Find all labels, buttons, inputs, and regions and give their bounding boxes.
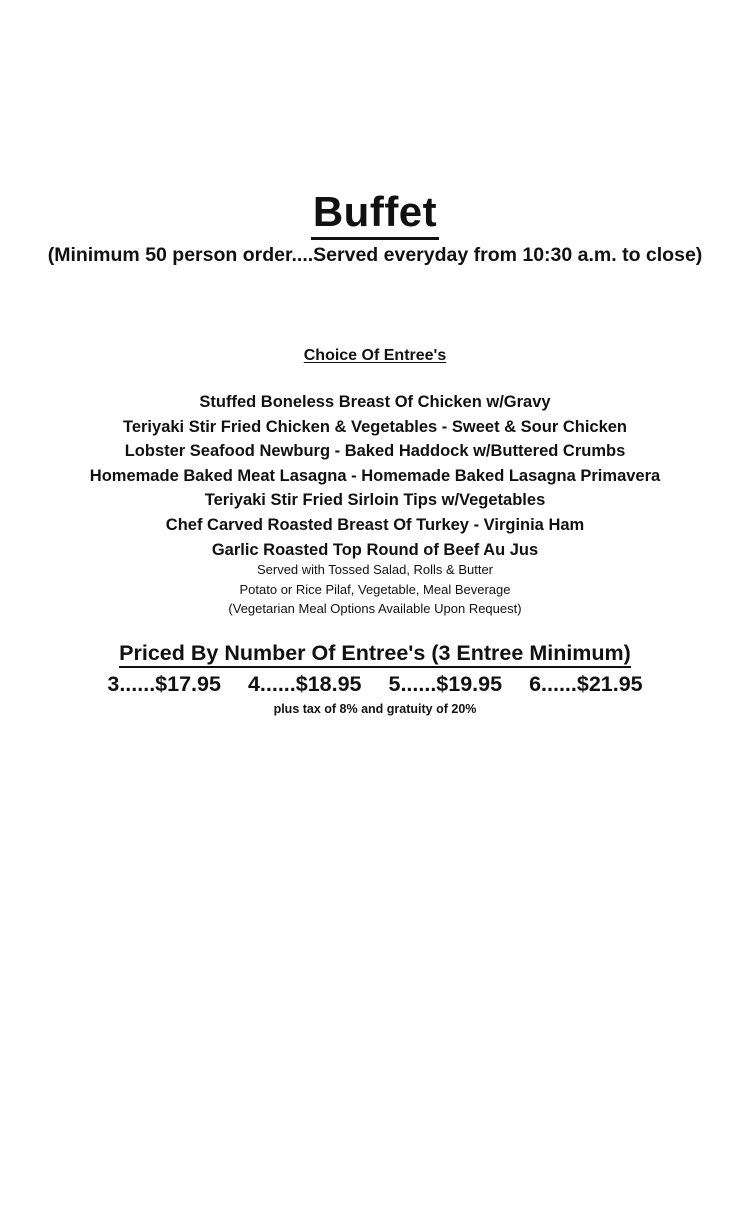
price-tier: 4......$18.95 [247,672,362,696]
pricing-heading-text: Priced By Number Of Entree's (3 Entree Minimum) [119,640,631,668]
price-tier: 5......$19.95 [388,672,503,696]
entree-item: Teriyaki Stir Fried Sirloin Tips w/Vegetables [204,491,546,510]
price-tier: 6......$21.95 [529,672,643,696]
entree-item: Garlic Roasted Top Round of Beef Au Jus [211,540,539,559]
includes-line: (Vegetarian Meal Options Available Upon Request) [228,601,522,616]
entree-item: Stuffed Boneless Breast Of Chicken w/Gravy [199,393,551,411]
entree-item: Chef Carved Roasted Breast Of Turkey - Virginia Ham [165,515,585,534]
meal-includes [0,560,750,619]
includes-line: Potato or Rice Pilaf, Vegetable, Meal Beverage [239,581,511,597]
entree-item: Homemade Baked Meat Lasagna - Homemade Baked Lasagna Primavera [89,466,661,485]
entree-section-heading-text: Choice Of Entree's [303,347,447,364]
includes-line: Served with Tossed Salad, Rolls & Butter [256,562,494,577]
price-tier: 3......$17.95 [107,672,221,696]
entree-section-heading [0,347,750,365]
tax-gratuity-note: plus tax of 8% and gratuity of 20% [273,702,477,716]
entree-list [0,390,750,562]
page-title-text: Buffet [311,189,439,240]
pricing-heading [0,640,750,668]
entree-item: Lobster Seafood Newburg - Baked Haddock w/Buttered Crumbs [124,442,626,461]
entree-item: Teriyaki Stir Fried Chicken & Vegetables - Sweet & Sour Chicken [122,417,628,436]
price-tiers [0,672,750,697]
order-minimum-note: (Minimum 50 person order....Served everyday from 10:30 a.m. to close) [47,244,703,266]
page-title [0,188,750,240]
